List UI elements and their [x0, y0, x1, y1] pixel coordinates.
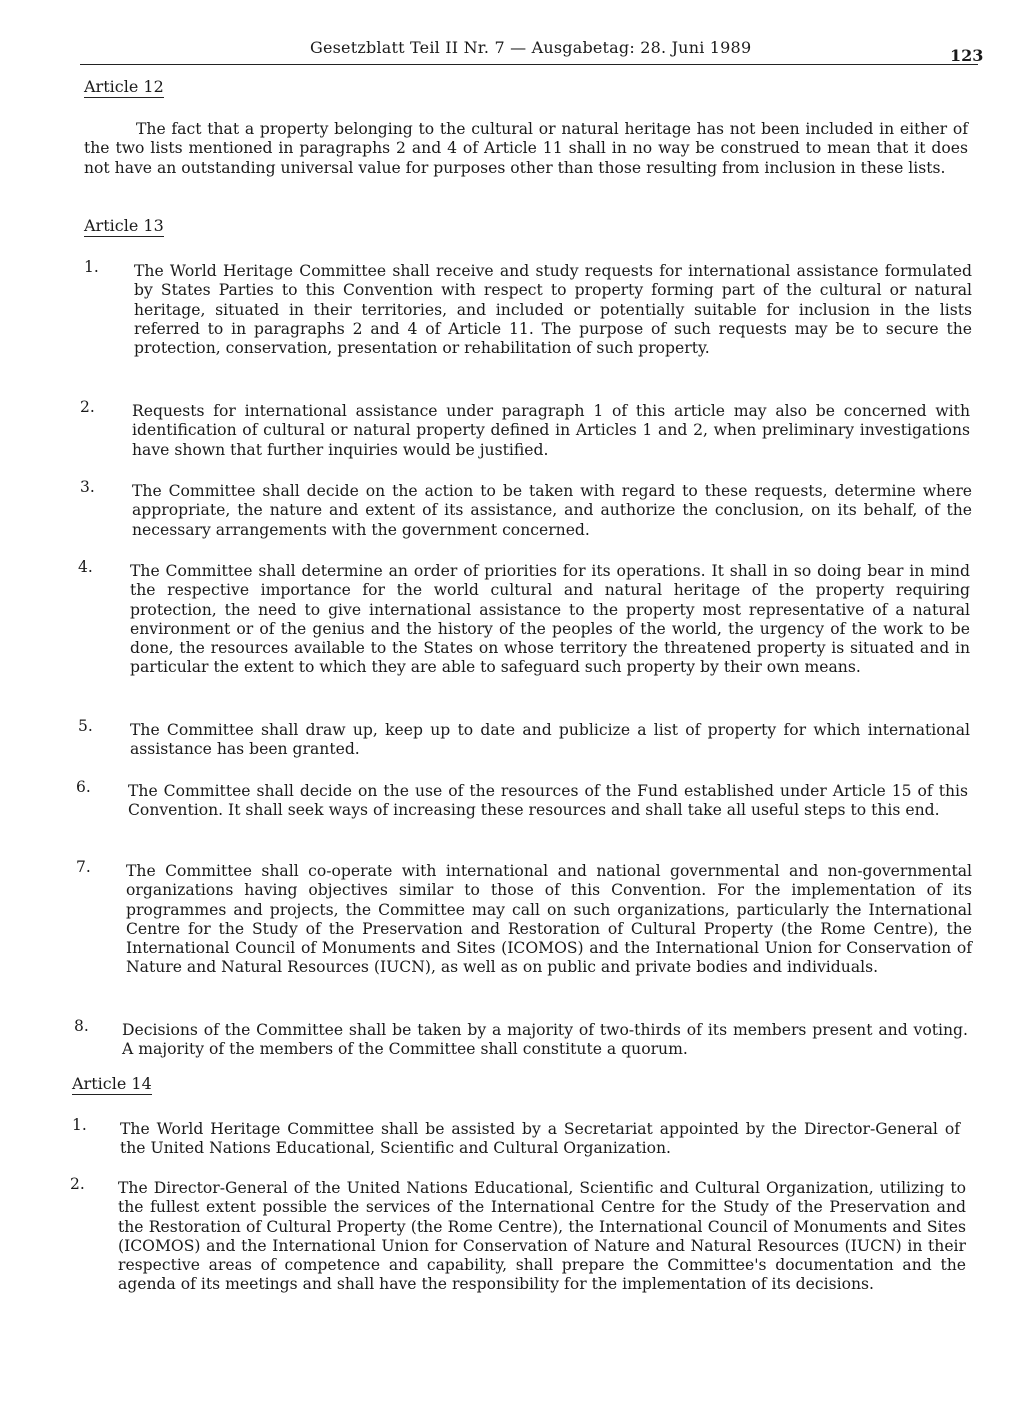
article-13-item-4-text: The Committee shall determine an order of priorities for its operations. It shall in so doing bear in mind the respective importance for the world cultural and natural heritage of the property requiring protection, the need to give international assistance to the property most representative of a natural environment or of the genius and the history of the peoples of the world, the urgency of the work to be done, the resources available to the States on whose territory the threatened property is situated and in particular the extent to which they are able to safeguard such property by their own means. — [130, 562, 970, 677]
article-13-heading: Article 13 — [84, 216, 164, 235]
page-number: 123 — [950, 46, 984, 65]
article-13-item-5-text: The Committee shall draw up, keep up to date and publicize a list of property for which international assistance has been granted. — [130, 721, 970, 759]
article-14-item-1-text: The World Heritage Committee shall be assisted by a Secretariat appointed by the Director-General of the United Nations Educational, Scientific and Cultural Organization. — [120, 1120, 960, 1158]
article-13-item-1-text: The World Heritage Committee shall receive and study requests for international assistance formulated by States Parties to this Convention with respect to property forming part of the cultural or natural heritage, situated in their territories, and included or potentially suitable for inclusion in the lists referred to in paragraphs 2 and 4 of Article 11. The purpose of such requests may be to secure the protection, conservation, presentation or rehabilitation of such property. — [134, 262, 972, 358]
article-14-item-2-text: The Director-General of the United Nations Educational, Scientific and Cultural Organization, utilizing to the fullest extent possible the services of the International Centre for the Study of the Preservation and the Restoration of Cultural Property (the Rome Centre), the International Council of Monuments and Sites (ICOMOS) and the International Union for Conservation of Nature and Natural Resources (IUCN) in their respective areas of competence and capability, shall prepare the Committee's documentation and the agenda of its meetings and shall have the responsibility for the implementation of its decisions. — [118, 1179, 966, 1294]
article-13-item-1-number: 1. — [84, 258, 99, 276]
article-13-item-3-number: 3. — [80, 478, 95, 496]
article-14-heading: Article 14 — [72, 1074, 152, 1093]
article-13-item-3-text: The Committee shall decide on the action to be taken with regard to these requests, determine where appropriate, the nature and extent of its assistance, and authorize the conclusion, on its behalf, of the necessary arrangements with the government concerned. — [132, 482, 972, 539]
article-13-item-7-number: 7. — [76, 858, 91, 876]
article-13-item-4-number: 4. — [78, 558, 93, 576]
article-13-item-5-number: 5. — [78, 717, 93, 735]
header-rule — [80, 64, 978, 65]
article-13-item-7-text: The Committee shall co-operate with international and national governmental and non-governmental organizations having objectives similar to those of this Convention. For the implementation of its programmes and projects, the Committee may call on such organizations, particularly the International Centre for the Study of the Preservation and Restoration of Cultural Property (the Rome Centre), the International Council of Monuments and Sites (ICOMOS) and the International Union for Conservation of Nature and Natural Resources (IUCN), as well as on public and private bodies and individuals. — [126, 862, 972, 977]
article-14-item-1-number: 1. — [72, 1116, 87, 1134]
article-13-item-8-number: 8. — [74, 1017, 89, 1035]
article-12-heading: Article 12 — [84, 77, 164, 96]
article-13-item-8-text: Decisions of the Committee shall be taken by a majority of two-thirds of its members present and voting. A majority of the members of the Committee shall constitute a quorum. — [122, 1021, 968, 1059]
running-header: Gesetzblatt Teil II Nr. 7 — Ausgabetag: 28. Juni 1989 — [310, 38, 752, 57]
article-13-item-2-number: 2. — [80, 398, 95, 416]
article-13-item-2-text: Requests for international assistance under paragraph 1 of this article may also be concerned with identification of cultural or natural property defined in Articles 1 and 2, when preliminary investigations have shown that further inquiries would be justified. — [132, 402, 970, 459]
article-14-item-2-number: 2. — [70, 1175, 85, 1193]
article-13-item-6-text: The Committee shall decide on the use of the resources of the Fund established under Article 15 of this Convention. It shall seek ways of increasing these resources and shall take all useful steps to this end. — [128, 782, 968, 820]
article-13-item-6-number: 6. — [76, 778, 91, 796]
article-12-body: The fact that a property belonging to the cultural or natural heritage has not been included in either of the two lists mentioned in paragraphs 2 and 4 of Article 11 shall in no way be construed to mean that it does not have an outstanding universal value for purposes other than those resulting from inclusion in these lists. — [84, 120, 968, 177]
